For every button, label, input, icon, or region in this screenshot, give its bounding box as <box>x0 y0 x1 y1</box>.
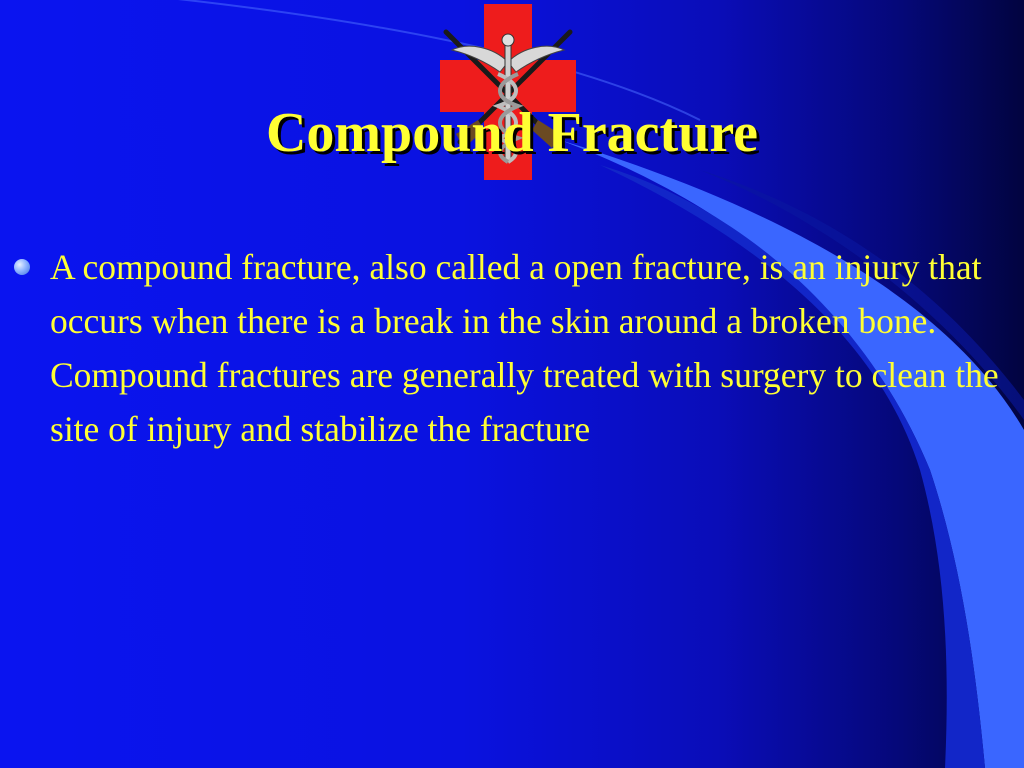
bullet-dot-icon <box>14 259 30 275</box>
slide-title: Compound Fracture <box>265 102 759 164</box>
bullet-item <box>14 240 1004 456</box>
bullet-text: A compound fracture, also called a open fracture, is an injury that occurs when there is a break in the skin around a broken bone. Compound fractures are generally treated with surgery to clean the site of injury and stabilize the fracture <box>50 247 999 449</box>
bullet-list <box>14 240 1004 456</box>
